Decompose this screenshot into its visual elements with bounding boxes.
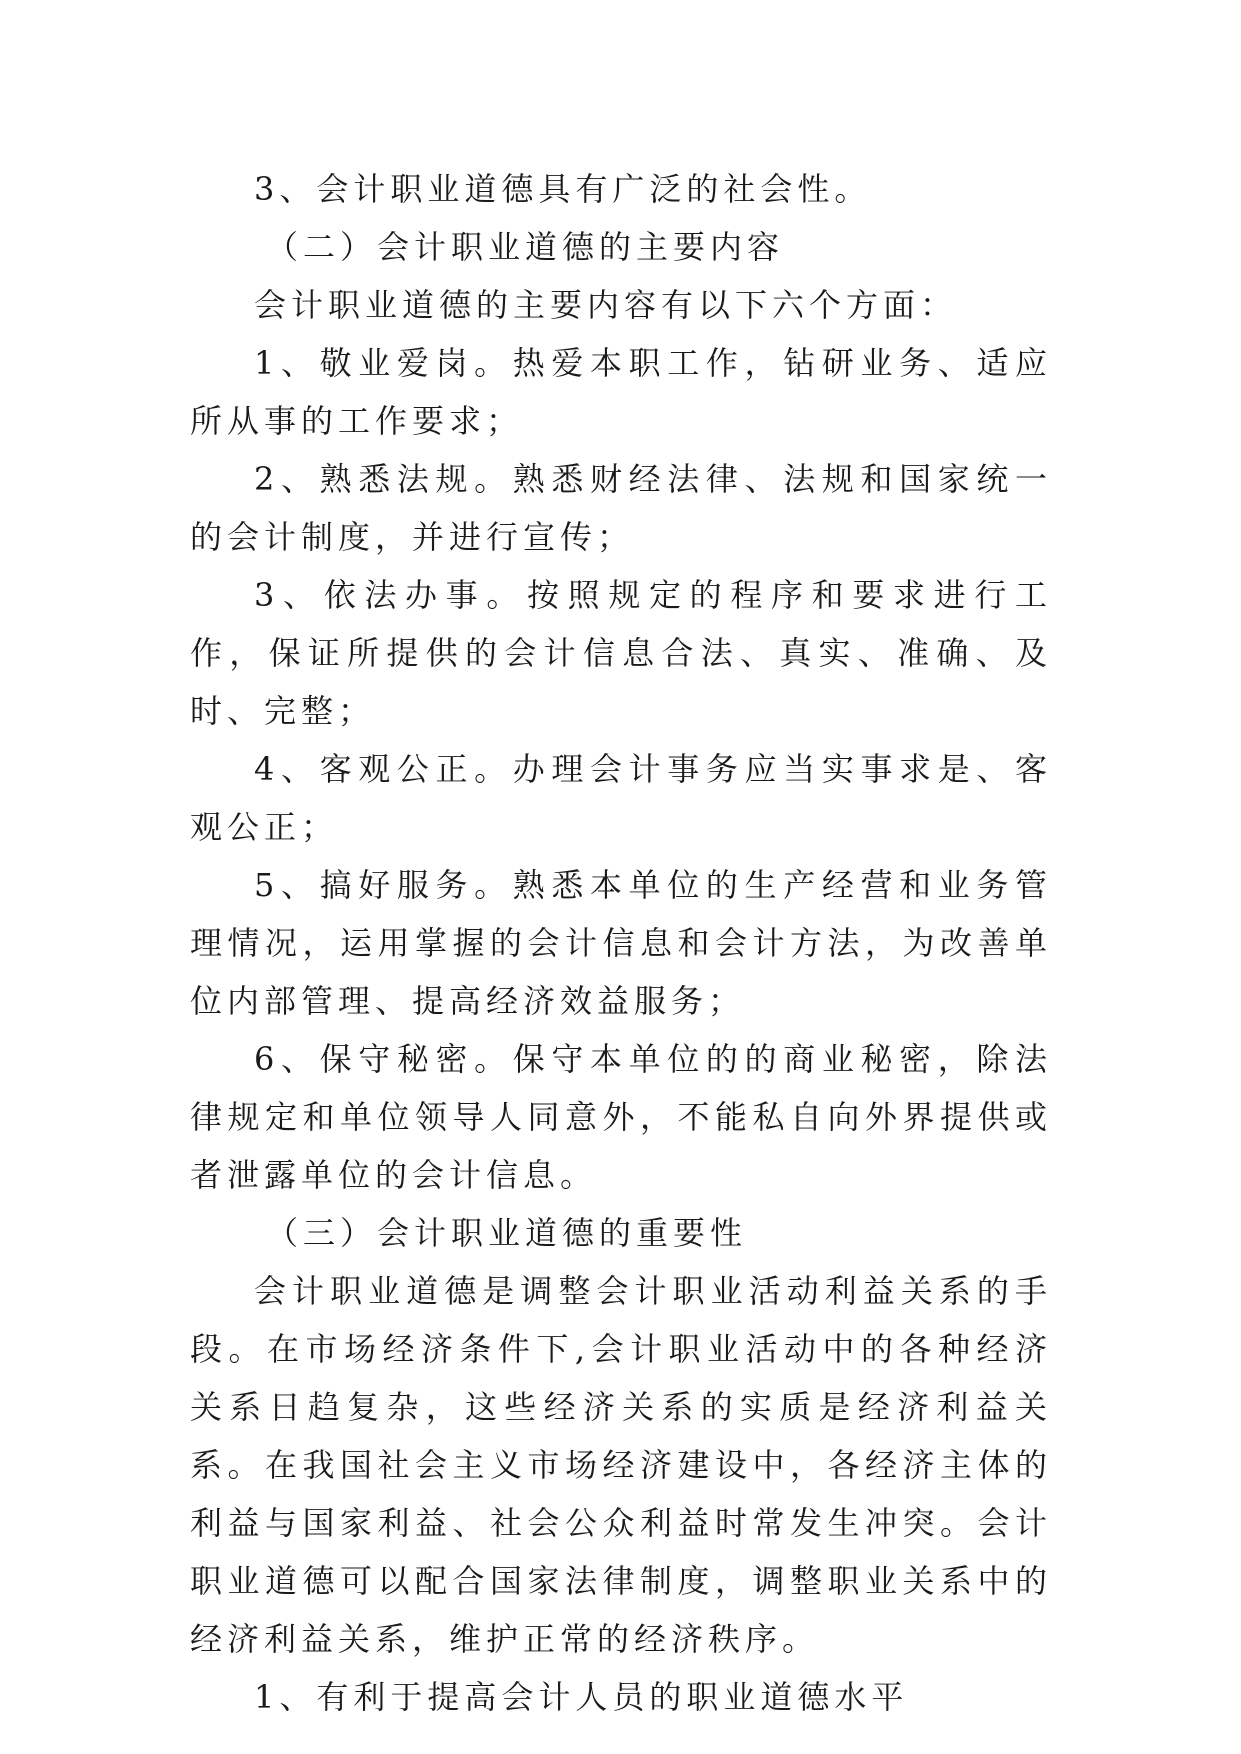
paragraph-item-5: 5、搞好服务。熟悉本单位的生产经营和业务管理情况，运用掌握的会计信息和会计方法，为改善单位内部管理、提高经济效益服务； (190, 866, 1052, 1020)
paragraph-item-1: 1、敬业爱岗。热爱本职工作，钻研业务、适应所从事的工作要求； (190, 344, 1052, 440)
document-body (190, 160, 1052, 1726)
paragraph-item-2: 2、熟悉法规。熟悉财经法律、法规和国家统一的会计制度，并进行宣传； (190, 460, 1052, 556)
section-heading-main-content: （二）会计职业道德的主要内容 (266, 228, 785, 266)
paragraph-item-6: 6、保守秘密。保守本单位的的商业秘密，除法律规定和单位领导人同意外，不能私自向外界提供或者泄露单位的会计信息。 (190, 1040, 1052, 1194)
paragraph-intro-six-aspects: 会计职业道德的主要内容有以下六个方面： (254, 286, 958, 324)
paragraph-item-3: 3、依法办事。按照规定的程序和要求进行工作，保证所提供的会计信息合法、真实、准确、及时、完整； (190, 576, 1052, 730)
paragraph-item-3-social: 3、会计职业道德具有广泛的社会性。 (254, 170, 872, 208)
section-heading-importance: （三）会计职业道德的重要性 (266, 1214, 748, 1252)
paragraph-importance-body: 会计职业道德是调整会计职业活动利益关系的手段。在市场经济条件下,会计职业活动中的各种经济关系日趋复杂，这些经济关系的实质是经济利益关系。在我国社会主义市场经济建设中，各经济主体的利益与国家利益、社会公众利益时常发生冲突。会计职业道德可以配合国家法律制度，调整职业关系中的经济利益关系，维护正常的经济秩序。 (190, 1272, 1052, 1658)
paragraph-importance-item-1: 1、有利于提高会计人员的职业道德水平 (254, 1678, 909, 1716)
paragraph-item-4: 4、客观公正。办理会计事务应当实事求是、客观公正； (190, 750, 1052, 846)
